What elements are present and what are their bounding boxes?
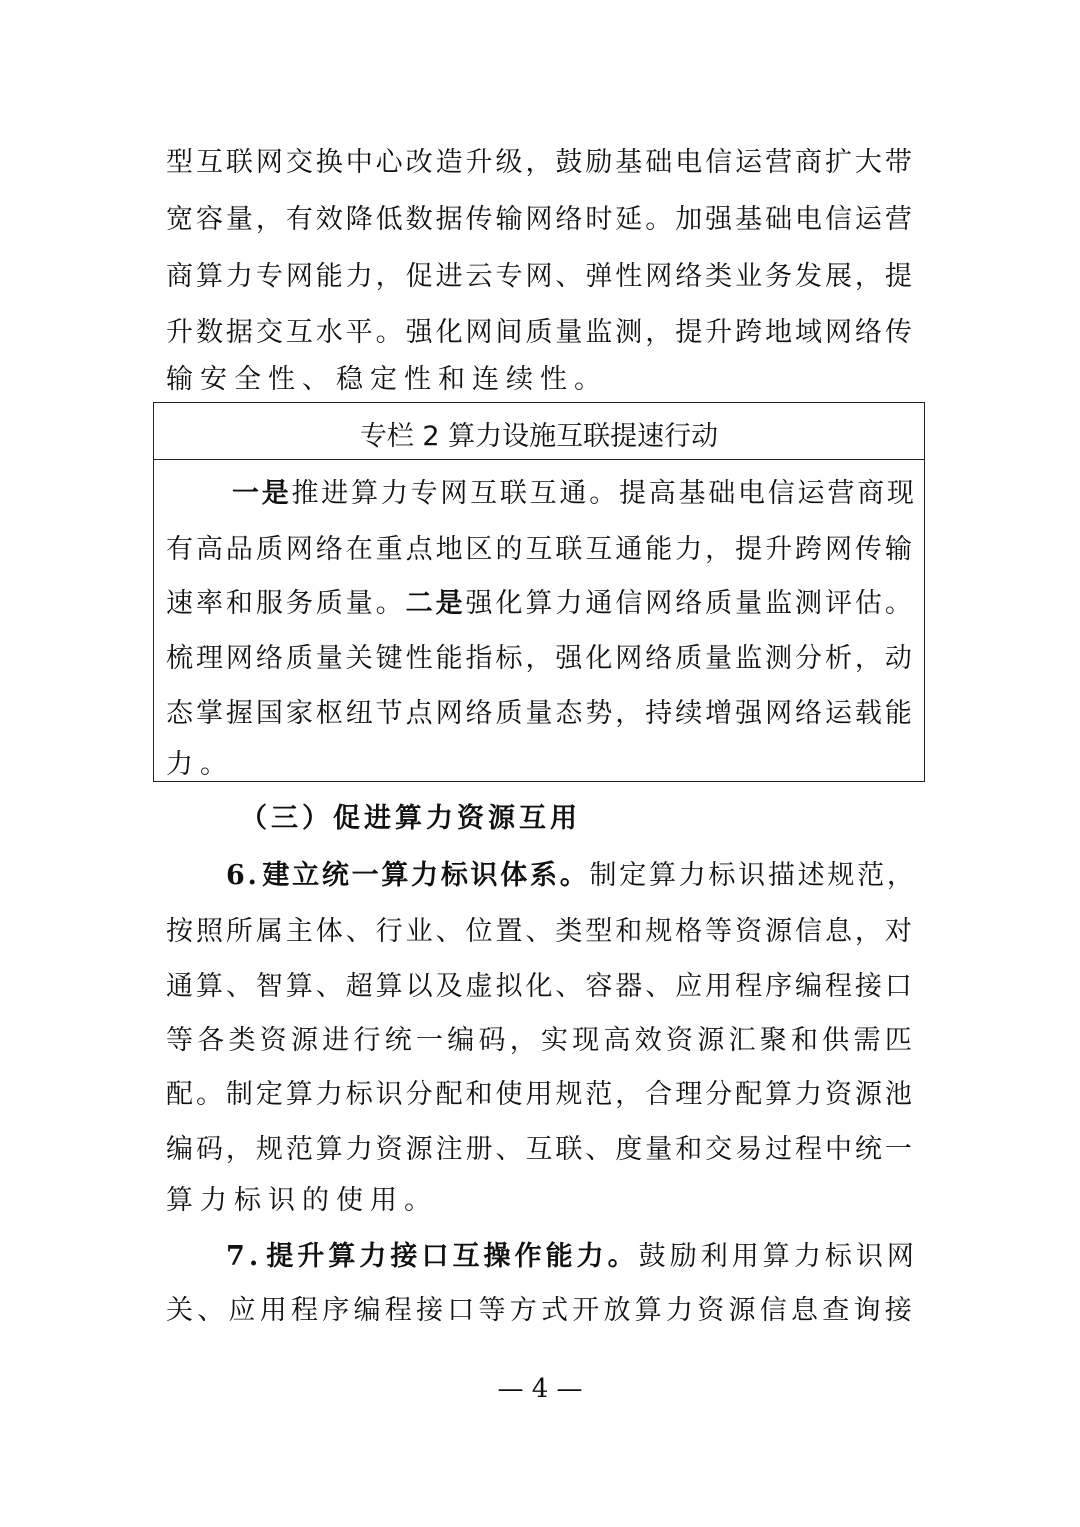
box-text-line: 有 高 品 质 网 络 在 重 点 地 区 的 互 联 互 通 能 力 ， 提 升 跨 网 传 输 [166, 534, 912, 565]
text-line: 配 。 制 定 算 力 标 识 分 配 和 使 用 规 范 ， 合 理 分 配 算 力 资 源 池 [166, 1079, 912, 1110]
text-line: 算力标识的使用。 [166, 1185, 438, 1216]
text-line: 型 互 联 网 交 换 中 心 改 造 升 级 ， 鼓 励 基 础 电 信 运 营 商 扩 大 带 [166, 147, 912, 178]
box-text-line: 一 是 推 进 算 力 专 网 互 联 互 通 。 提 高 基 础 电 信 运 营 商 现 [232, 478, 914, 509]
text-line: 升 数 据 交 互 水 平 。 强 化 网 间 质 量 监 测 ， 提 升 跨 地 域 网 络 传 [166, 317, 912, 348]
text-line: 按 照 所 属 主 体 、 行 业 、 位 置 、 类 型 和 规 格 等 资 源 信 息 ， 对 [166, 916, 912, 947]
text-line: 关 、 应 用 程 序 编 程 接 口 等 方 式 开 放 算 力 资 源 信 息 查 询 接 [166, 1295, 912, 1326]
box-title: 专栏 2 算力设施互联提速行动 [359, 421, 719, 452]
box-text-line: 梳 理 网 络 质 量 关 键 性 能 指 标 ， 强 化 网 络 质 量 监 测 分 析 ， 动 [166, 643, 912, 674]
text-line: 商 算 力 专 网 能 力 ， 促 进 云 专 网 、 弹 性 网 络 类 业 务 发 展 ， 提 [166, 261, 912, 292]
item-7-first-line: 7 . 提 升 算 力 接 口 互 操 作 能 力 。 鼓 励 利 用 算 力 标 识 网 [226, 1241, 914, 1272]
text-line: 等 各 类 资 源 进 行 统 一 编 码 ， 实 现 高 效 资 源 汇 聚 和 供 需 匹 [166, 1025, 912, 1056]
text-line: 编 码 ， 规 范 算 力 资 源 注 册 、 互 联 、 度 量 和 交 易 过 程 中 统 一 [166, 1134, 912, 1165]
box-divider [154, 459, 924, 460]
text-line: 宽 容 量 ， 有 效 降 低 数 据 传 输 网 络 时 延 。 加 强 基 础 电 信 运 营 [166, 204, 912, 235]
text-line: 通 算 、 智 算 、 超 算 以 及 虚 拟 化 、 容 器 、 应 用 程 序 编 程 接 口 [166, 971, 912, 1002]
page-number: — 4 — [497, 1374, 583, 1404]
item-6-first-line: 6 . 建 立 统 一 算 力 标 识 体 系 。 制 定 算 力 标 识 描 述 规 范 ， [226, 860, 914, 891]
box-text-line: 速 率 和 服 务 质 量 。 二 是 强 化 算 力 通 信 网 络 质 量 监 测 评 估 。 [166, 588, 912, 619]
box-text-line: 力。 [166, 749, 234, 780]
section-heading: （三）促进算力资源互用 [240, 803, 581, 834]
text-line: 输安全性、稳定性和连续性。 [166, 364, 608, 395]
box-text-line: 态 掌 握 国 家 枢 纽 节 点 网 络 质 量 态 势 ， 持 续 增 强 网 络 运 载 能 [166, 698, 912, 729]
